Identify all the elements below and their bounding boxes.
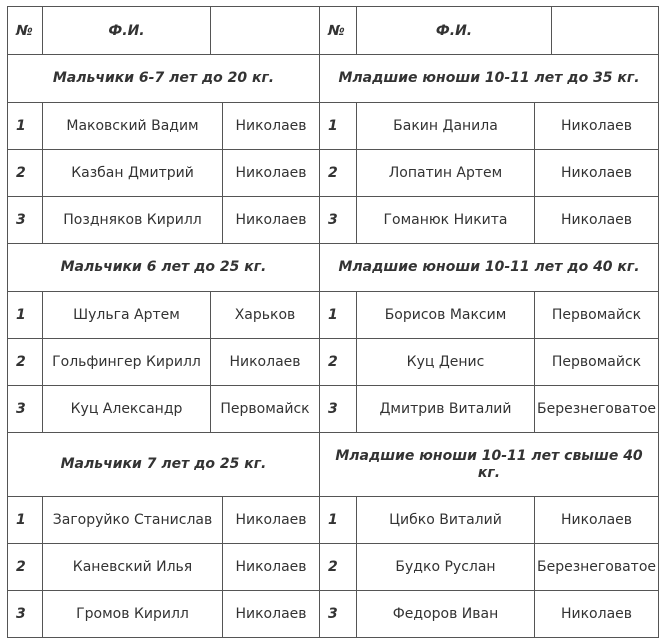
- participant-city: Николаев: [534, 149, 659, 197]
- participant-name: Куц Денис: [356, 338, 535, 386]
- table-row: [7, 102, 319, 149]
- table-row: [7, 149, 319, 196]
- participant-city: Николаев: [210, 338, 320, 386]
- table-row: [319, 543, 658, 590]
- place-number: 2: [7, 149, 43, 197]
- table-row: [319, 149, 658, 196]
- participant-city: Харьков: [210, 291, 320, 339]
- place-number: 1: [319, 496, 357, 544]
- group-title: Младшие юноши 10-11 лет свыше 40 кг.: [319, 432, 659, 497]
- participant-name: Цибко Виталий: [356, 496, 535, 544]
- group-title: Младшие юноши 10-11 лет до 40 кг.: [319, 243, 659, 292]
- participant-name: Федоров Иван: [356, 590, 535, 638]
- group-title: Мальчики 6-7 лет до 20 кг.: [7, 54, 320, 103]
- place-number: 2: [319, 149, 357, 197]
- participant-name: Лопатин Артем: [356, 149, 535, 197]
- place-number: 1: [7, 496, 43, 544]
- place-number: 3: [7, 385, 43, 433]
- group-row: [319, 54, 658, 102]
- header-number: №: [7, 6, 43, 55]
- place-number: 1: [7, 291, 43, 339]
- table-row: [319, 385, 658, 432]
- group-title: Младшие юноши 10-11 лет до 35 кг.: [319, 54, 659, 103]
- place-number: 1: [319, 102, 357, 150]
- table-row: [319, 590, 658, 637]
- participant-city: Первомайск: [534, 291, 659, 339]
- header-number: №: [319, 6, 357, 55]
- participant-name: Каневский Илья: [42, 543, 223, 591]
- participant-city: Николаев: [222, 496, 320, 544]
- participant-name: Громов Кирилл: [42, 590, 223, 638]
- group-row: [7, 54, 319, 102]
- table-row: [319, 338, 658, 385]
- participant-name: Бакин Данила: [356, 102, 535, 150]
- participant-city: Николаев: [534, 590, 659, 638]
- participant-city: Первомайск: [534, 338, 659, 386]
- table-row: [7, 496, 319, 543]
- participant-name: Казбан Дмитрий: [42, 149, 223, 197]
- place-number: 2: [319, 338, 357, 386]
- participant-city: Николаев: [222, 590, 320, 638]
- header-city: [551, 6, 659, 55]
- place-number: 3: [319, 385, 357, 433]
- participant-city: Николаев: [222, 102, 320, 150]
- participant-city: Николаев: [222, 196, 320, 244]
- participant-name: Загоруйко Станислав: [42, 496, 223, 544]
- table-row: [7, 385, 319, 432]
- participant-name: Шульга Артем: [42, 291, 211, 339]
- header-city: [210, 6, 320, 55]
- header-fio: Ф.И.: [42, 6, 211, 55]
- place-number: 2: [7, 543, 43, 591]
- participant-name: Борисов Максим: [356, 291, 535, 339]
- table-row: [7, 590, 319, 637]
- table-row: [7, 338, 319, 385]
- place-number: 2: [319, 543, 357, 591]
- participant-city: Николаев: [222, 149, 320, 197]
- group-title: Мальчики 6 лет до 25 кг.: [7, 243, 320, 292]
- table-row: [319, 102, 658, 149]
- group-row: [7, 243, 319, 291]
- participant-city: Березнеговатое: [534, 385, 659, 433]
- left-results-column: [7, 6, 319, 637]
- header-row: [319, 6, 658, 54]
- table-row: [7, 291, 319, 338]
- group-row: [319, 432, 658, 496]
- participant-city: Первомайск: [210, 385, 320, 433]
- place-number: 1: [319, 291, 357, 339]
- participant-name: Маковский Вадим: [42, 102, 223, 150]
- place-number: 3: [319, 196, 357, 244]
- participant-name: Куц Александр: [42, 385, 211, 433]
- participant-city: Николаев: [534, 102, 659, 150]
- participant-name: Поздняков Кирилл: [42, 196, 223, 244]
- participant-name: Дмитрив Виталий: [356, 385, 535, 433]
- table-row: [319, 291, 658, 338]
- table-row: [7, 543, 319, 590]
- place-number: 3: [7, 590, 43, 638]
- right-results-column: [319, 6, 658, 637]
- participant-city: Николаев: [534, 196, 659, 244]
- group-title: Мальчики 7 лет до 25 кг.: [7, 432, 320, 497]
- participant-city: Николаев: [222, 543, 320, 591]
- place-number: 2: [7, 338, 43, 386]
- participant-name: Гоманюк Никита: [356, 196, 535, 244]
- table-row: [7, 196, 319, 243]
- participant-name: Гольфингер Кирилл: [42, 338, 211, 386]
- table-row: [319, 196, 658, 243]
- participant-name: Будко Руслан: [356, 543, 535, 591]
- place-number: 1: [7, 102, 43, 150]
- table-row: [319, 496, 658, 543]
- group-row: [319, 243, 658, 291]
- place-number: 3: [319, 590, 357, 638]
- group-row: [7, 432, 319, 496]
- participant-city: Николаев: [534, 496, 659, 544]
- participant-city: Березнеговатое: [534, 543, 659, 591]
- place-number: 3: [7, 196, 43, 244]
- header-row: [7, 6, 319, 54]
- header-fio: Ф.И.: [356, 6, 552, 55]
